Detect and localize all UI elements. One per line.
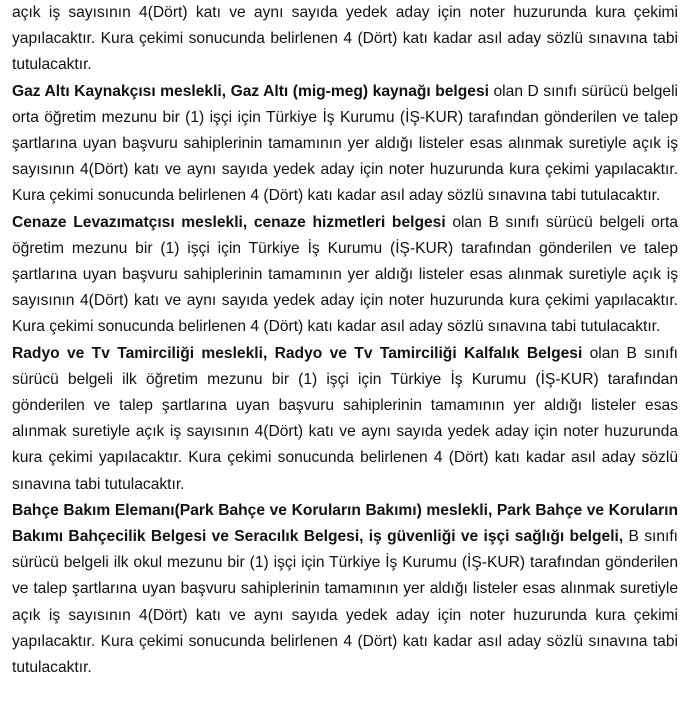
paragraph-bahce-bakim-elemani — [12, 498, 678, 681]
paragraph-gaz-alti-kaynakcisi — [12, 79, 678, 210]
paragraph-heading: Bahçe Bakım Elemanı(Park Bahçe ve Koruların Bakımı) meslekli, Park Bahçe ve Koruların Bakımı Bahçecilik Belgesi ve Seracılık Belgesi, iş güvenliği ve işçi sağlığı belgeli, — [12, 501, 678, 546]
paragraph-body: olan D sınıfı sürücü belgeli orta öğretim mezunu bir (1) işçi için Türkiye İş Kurumu (İŞ-KUR) tarafından gönderilen ve talep şartlarına uyan başvuru sahiplerinin tamamının yer aldığı listeler esas alınmak suretiyle açık iş sayısının 4(Dört) katı ve aynı sayıda yedek aday için noter huzurunda kura çekimi yapılacaktır. Kura çekimi sonucunda belirlenen 4 (Dört) katı kadar asıl aday sözlü sınavına tabi tutulacaktır. — [12, 82, 679, 205]
paragraph-body: olan B sınıfı sürücü belgeli ilk öğretim mezunu bir (1) işçi için Türkiye İş Kurumu (İŞ-KUR) tarafından gönderilen ve talep şartlarına uyan başvuru sahiplerinin tamamının yer aldığı listeler esas alınmak suretiyle açık iş sayısının 4(Dört) katı ve aynı sayıda yedek aday için noter huzurunda kura çekimi yapılacaktır. Kura çekimi sonucunda belirlenen 4 (Dört) katı kadar asıl aday sözlü sınavına tabi tutulacaktır. — [12, 344, 678, 493]
paragraph-cenaze-levazimatcisi — [12, 210, 678, 341]
paragraph-radyo-tv-tamirciligi — [12, 341, 678, 498]
paragraph-body: açık iş sayısının 4(Dört) katı ve aynı sayıda yedek aday için noter huzurunda kura çekimi yapılacaktır. Kura çekimi sonucunda belirlenen 4 (Dört) katı kadar asıl aday sözlü sınavına tabi tutulacaktır. — [12, 4, 678, 74]
document-page — [12, 0, 678, 681]
paragraph-body: olan B sınıfı sürücü belgeli orta öğretim mezunu bir (1) işçi için Türkiye İş Kurumu (İŞ-KUR) tarafından gönderilen ve talep şartlarına uyan başvuru sahiplerinin tamamının yer aldığı listeler esas alınmak suretiyle açık iş sayısının 4(Dört) katı ve aynı sayıda yedek aday için noter huzurunda kura çekimi yapılacaktır. Kura çekimi sonucunda belirlenen 4 (Dört) katı kadar asıl aday sözlü sınavına tabi tutulacaktır. — [12, 213, 678, 336]
paragraph-body: B sınıfı sürücü belgeli ilk okul mezunu bir (1) işçi için Türkiye İş Kurumu (İŞ-KUR) tarafından gönderilen ve talep şartlarına uyan başvuru sahiplerinin tamamının yer aldığı listeler esas alınmak suretiyle açık iş sayısının 4(Dört) katı ve aynı sayıda yedek aday için noter huzurunda kura çekimi yapılacaktır. Kura çekimi sonucunda belirlenen 4 (Dört) katı kadar asıl aday sözlü sınavına tabi tutulacaktır. — [12, 528, 678, 677]
paragraph-heading: Radyo ve Tv Tamirciliği meslekli, Radyo ve Tv Tamirciliği Kalfalık Belgesi — [12, 344, 583, 362]
paragraph-continuation — [12, 0, 678, 79]
paragraph-heading: Gaz Altı Kaynakçısı meslekli, Gaz Altı (mig-meg) kaynağı belgesi — [12, 82, 489, 100]
paragraph-heading: Cenaze Levazımatçısı meslekli, cenaze hizmetleri belgesi — [12, 213, 446, 231]
